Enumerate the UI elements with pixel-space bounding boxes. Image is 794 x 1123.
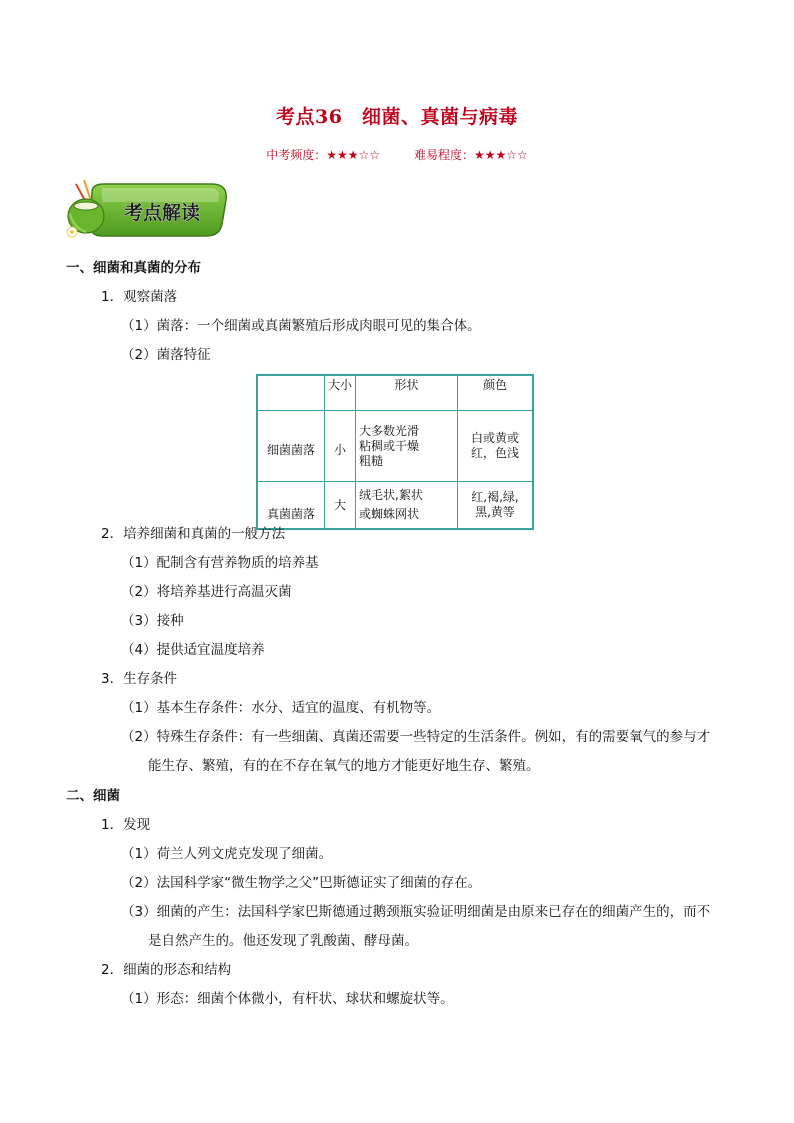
table-header-cell xyxy=(257,375,325,411)
table-header-cell: 形状 xyxy=(356,375,458,411)
shape-line: 粘稠或干燥 xyxy=(359,438,420,453)
item-morphology: 2．细菌的形态和结构 xyxy=(101,962,232,978)
item-discovery-1: （1）荷兰人列文虎克发现了细菌。 xyxy=(121,846,333,862)
page-subtitle xyxy=(0,146,794,163)
color-line: 红，色浅 xyxy=(470,446,519,460)
item-colony-definition: （1）菌落：一个细菌或真菌繁殖后形成肉眼可见的集合体。 xyxy=(121,318,481,334)
item-culture-step-2: （2）将培养基进行高温灭菌 xyxy=(121,584,292,600)
item-basic-conditions: （1）基本生存条件：水分、适宜的温度、有机物等。 xyxy=(121,700,441,716)
table-cell-size: 大 xyxy=(325,482,356,530)
item-culture-step-1: （1）配制含有营养物质的培养基 xyxy=(121,555,319,571)
badge-label: 考点解读 xyxy=(123,202,201,224)
table-row xyxy=(257,411,533,482)
heading-bacteria: 二、细菌 xyxy=(66,788,120,804)
table-cell-color xyxy=(458,411,534,482)
shape-line: 绒毛状,絮状 xyxy=(359,488,423,502)
difficulty-level: 难易程度：★★★☆☆ xyxy=(414,148,528,162)
item-observe-colony: 1．观察菌落 xyxy=(101,289,178,305)
item-special-conditions: （2）特殊生存条件：有一些细菌、真菌还需要一些特定的生活条件。例如，有的需要氧气的参与才 xyxy=(121,729,711,745)
item-discovery: 1．发现 xyxy=(101,817,151,833)
table-cell-shape xyxy=(356,411,458,482)
item-special-conditions-cont: 能生存、繁殖，有的在不存在氧气的地方才能更好地生存、繁殖。 xyxy=(148,758,540,774)
page-title: 考点36 细菌、真菌与病毒 xyxy=(276,106,518,128)
table-header-cell: 大小 xyxy=(325,375,356,411)
item-discovery-3-cont: 是自然产生的。他还发现了乳酸菌、酵母菌。 xyxy=(148,933,418,949)
colony-features-table xyxy=(256,374,534,530)
color-line: 白或黄或 xyxy=(470,431,519,445)
item-discovery-2: （2）法国科学家“微生物学之父”巴斯德证实了细菌的存在。 xyxy=(121,875,482,891)
table-cell-name: 真菌菌落 xyxy=(257,482,325,530)
table-row xyxy=(257,482,533,530)
table-header-cell: 颜色 xyxy=(458,375,534,411)
section-badge xyxy=(62,178,232,242)
exam-frequency: 中考频度：★★★☆☆ xyxy=(266,148,380,162)
item-living-conditions: 3．生存条件 xyxy=(101,671,178,687)
table-cell-name: 细菌菌落 xyxy=(257,411,325,482)
item-culture-step-4: （4）提供适宜温度培养 xyxy=(121,642,265,658)
heading-distribution: 一、细菌和真菌的分布 xyxy=(66,260,201,276)
shape-line: 大多数光滑 xyxy=(359,423,420,438)
table-cell-shape xyxy=(356,482,458,530)
table-header-row xyxy=(257,375,533,411)
item-culture-step-3: （3）接种 xyxy=(121,613,184,629)
shape-line: 或蜘蛛网状 xyxy=(359,507,420,521)
table-cell-color xyxy=(458,482,534,530)
item-culture-method: 2．培养细菌和真菌的一般方法 xyxy=(101,526,286,542)
shape-line: 粗糙 xyxy=(359,453,384,468)
item-discovery-3: （3）细菌的产生：法国科学家巴斯德通过鹅颈瓶实验证明细菌是由原来已存在的细菌产生的，而不 xyxy=(121,904,711,920)
item-shape: （1）形态：细菌个体微小，有杆状、球状和螺旋状等。 xyxy=(121,991,454,1007)
color-line: 红,褐,绿, xyxy=(471,490,519,504)
item-colony-features: （2）菌落特征 xyxy=(121,347,211,363)
color-line: 黑,黄等 xyxy=(475,505,515,519)
table-cell-size: 小 xyxy=(325,411,356,482)
